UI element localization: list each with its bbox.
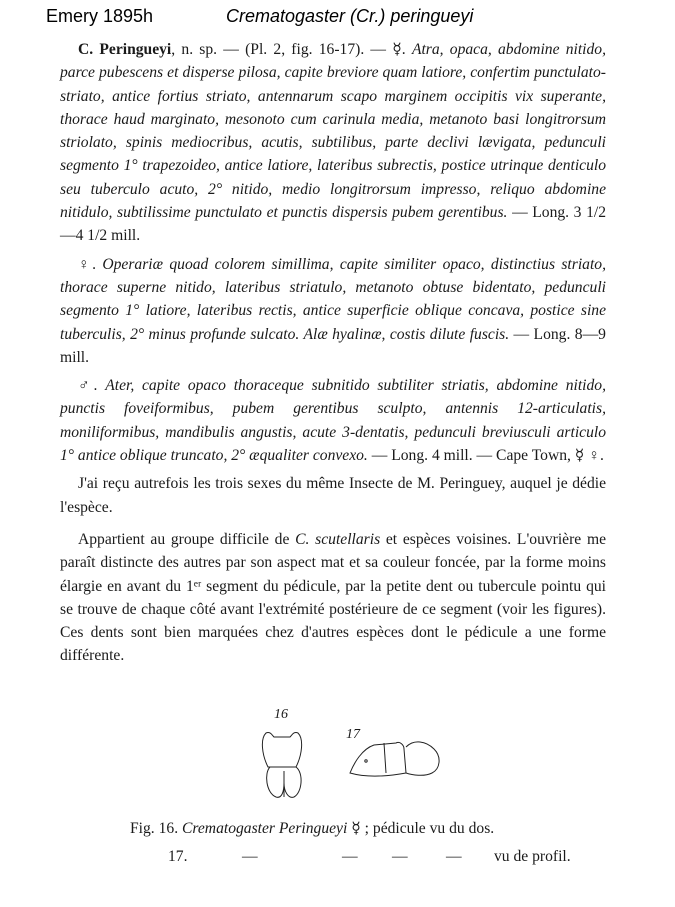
caption-fig16-suffix: ☿ ; pédicule vu du dos. <box>351 820 495 837</box>
female-latin: Operariæ quoad colorem simillima, capite similiter opaco, distinctius striato, thorace superne nitido, lateribus striatulo, metanoto obtuse bidentato, pedunculi segmento 1° latiore, lateribus rectis, antice superficie oblique concava, postice sine tuberculis, 2° minus profunde sulcato. Alæ hyalinæ, costis dilute fuscis. <box>60 255 606 343</box>
male-length: — Long. 4 mill. — Cape Town, ☿ ♀. <box>371 447 604 465</box>
caption-fig17-number: 17. <box>168 848 188 865</box>
running-header <box>0 4 675 30</box>
caption-ditto-2: — <box>342 848 358 865</box>
male-latin: Ater, capite opaco thoraceque subnitido subtiliter striatis, abdomine nitido, punctis foveiformibus, pubem gerentibus sculpto, antennis 12-articulatis, moniliformibus, mandibulis angustis, acute 3-dentatis, pedunculi breviusculi articulo 1° antice oblique truncato, 2° æqualiter convexo. <box>60 377 607 465</box>
header-title: Crematogaster (Cr.) peringueyi <box>226 6 474 26</box>
comparison-text-a: Appartient au groupe difficile de <box>78 530 296 548</box>
caption-ditto-1: — <box>242 848 258 865</box>
paragraph-comparison <box>60 528 606 668</box>
female-symbol: ♀. <box>78 255 97 273</box>
caption-ditto-4: — <box>446 848 462 865</box>
male-description <box>60 374 606 467</box>
caption-line-2 <box>130 843 600 871</box>
figure-caption <box>130 815 600 871</box>
species-name: C. Peringueyi <box>78 41 172 58</box>
female-description <box>60 253 606 369</box>
comparison-species: C. scutellaris <box>295 530 381 548</box>
paragraph-dedication: J'ai reçu autrefois les trois sexes du même Insecte de M. Peringuey, auquel je dédie l'espèce. <box>60 475 606 516</box>
comparison-text-b: et espèces voisines. L'ouvrière me paraît distincte des autres par son aspect mat et sa couleur foncée, par la forme moins élargie en avant du 1ᵉʳ segment du pédicule, par la petite dent ou tubercule pointu qui se trouve de chaque côté avant l'extrémité postérieure de ce segment (voir les figures). Ces dents sont bien marquées chez d'autres espèces dont le pédicule a une forme différente. <box>60 530 606 665</box>
worker-meta: , n. sp. — (Pl. 2, fig. 16-17). — ☿. <box>171 41 406 58</box>
fig17-label: 17 <box>346 727 360 742</box>
caption-species: Crematogaster Peringueyi <box>182 820 348 837</box>
caption-fig16-prefix: Fig. 16. <box>130 820 179 837</box>
female-length: — Long. 8—9 mill. <box>60 325 606 366</box>
caption-line-1 <box>130 815 600 843</box>
figure-area <box>250 705 450 815</box>
worker-length: — Long. 3 1/2—4 1/2 mill. <box>60 204 606 245</box>
worker-latin: Atra, opaca, abdomine nitido, parce pubescens et disperse pilosa, capite breviore quam latiore, confertim punctulato-striato, antice fortius striato, antennarum scapo marginem occipitis vix superante, thorace haud marginato, mesonoto cum carinula media, metanoto basi longitrorsum striolato, spinis mediocribus, acutis, subtilibus, parte declivi lævigata, pedunculi segmento 1° trapezoideo, antice latiore, lateribus subrectis, postice utrinque denticulo seu tuberculo acuto, 2° nitido, medio longitrorsum impresso, reliquo abdomine nitidulo, subtilissime punctulato et punctis dispersis pubem gerentibus. <box>60 41 606 222</box>
fig16-pedicel-dorsal <box>256 725 312 805</box>
fig16-label: 16 <box>274 707 288 722</box>
worker-description <box>60 38 606 248</box>
caption-ditto-3: — <box>392 848 408 865</box>
fig17-pedicel-profile <box>344 735 448 781</box>
caption-fig17-suffix: vu de profil. <box>494 848 571 865</box>
text-column <box>60 38 606 668</box>
header-author: Emery 1895h <box>46 6 154 26</box>
male-symbol: ♂. <box>78 377 98 395</box>
